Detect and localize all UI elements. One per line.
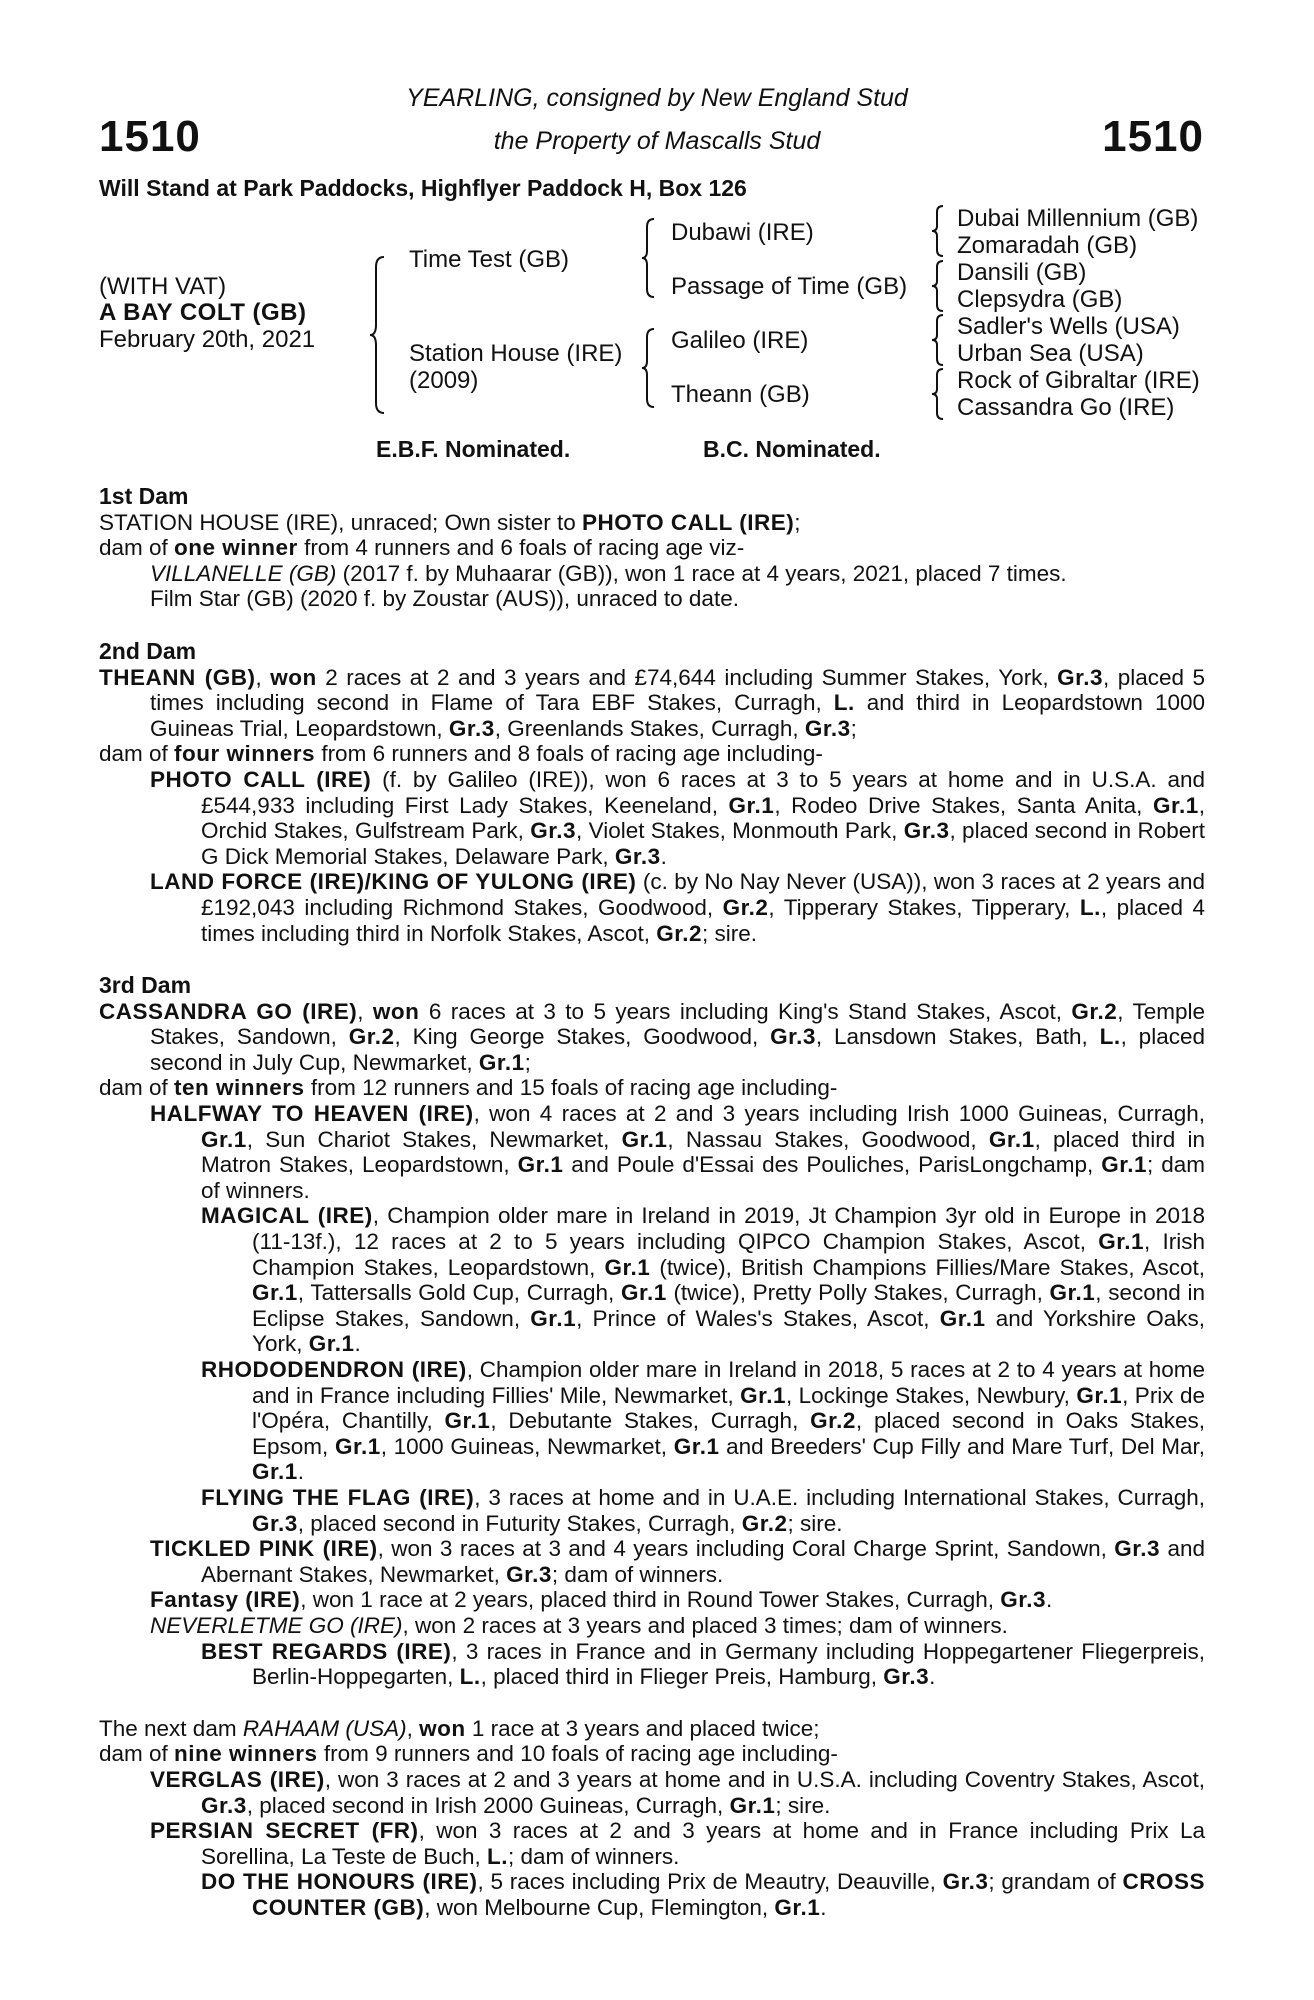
produce-entry: [150, 1613, 1205, 1639]
grade: Gr.1: [252, 1459, 298, 1485]
text: , won 2 races at 3 years and placed 3 times; dam of winners.: [402, 1612, 1008, 1638]
grade: Gr.1: [673, 1433, 720, 1459]
horse-name: VILLANELLE (GB): [150, 560, 337, 586]
text: (c. by No Nay Never (USA)), won 3 races at 2 years and £192,043 including Richmond Stakes, Goodwood,: [201, 869, 1205, 920]
bc-nomination: B.C. Nominated.: [703, 436, 881, 462]
catalogue-body: [99, 484, 1205, 1920]
text: , won 3 races at 3 and 4 years including Coral Charge Sprint, Sandown,: [377, 1536, 1115, 1562]
horse-name: MAGICAL (IRE): [201, 1203, 373, 1229]
grade: Gr.1: [774, 1894, 821, 1920]
pedigree-ssd: Zomaradah (GB): [957, 232, 1138, 259]
grade: L.: [459, 1664, 481, 1690]
lot-number-left: 1510: [99, 112, 201, 161]
pedigree-brace-ss: [930, 204, 946, 258]
pedigree-brace-dam: [640, 327, 658, 409]
text: and third in Leopardstown 1000 Guineas Trial, Leopardstown,: [150, 690, 1205, 741]
produce-entry: [150, 869, 1205, 946]
text: .: [929, 1664, 936, 1690]
text: and Poule d'Essai des Pouliches, ParisLongchamp,: [563, 1152, 1102, 1178]
produce-entry: [150, 1818, 1205, 1869]
text: dam of: [99, 1075, 175, 1101]
text: , Tipperary Stakes, Tipperary,: [768, 894, 1080, 920]
pedigree-dam-sire: Galileo (IRE): [671, 327, 809, 354]
pedigree-brace-main: [368, 255, 388, 415]
text: , Champion older mare in Ireland in 2019, Jt Champion 3yr old in Europe in 2018 (11-13f.), 12 races at 2 to 5 years including QIPCO Champion Stakes, Ascot,: [252, 1203, 1206, 1255]
grade: L.: [833, 690, 855, 716]
text: , placed third in Flieger Preis, Hamburg,: [480, 1664, 884, 1690]
produce-entry: [201, 1485, 1205, 1536]
grade: Gr.3: [506, 1561, 552, 1587]
produce-entry: [150, 561, 1205, 587]
text: , 5 races including Prix de Meautry, Deauville,: [477, 1869, 943, 1895]
text: 1 race at 3 years and placed twice;: [465, 1715, 820, 1741]
text: , Sun Chariot Stakes, Newmarket,: [246, 1126, 622, 1152]
grade: Gr.1: [939, 1305, 986, 1331]
text: , 3 races in France and in Germany including Hoppegartener Fliegerpreis, Berlin-Hoppegarten,: [252, 1638, 1205, 1690]
grade: Gr.2: [1071, 998, 1118, 1024]
pedigree-dsd: Urban Sea (USA): [957, 340, 1144, 367]
pedigree-brace-dd: [930, 367, 946, 421]
text: from 4 runners and 6 foals of racing age viz-: [297, 535, 745, 561]
grade: Gr.1: [729, 1792, 776, 1818]
grade: Gr.3: [804, 715, 851, 741]
pedigree-sire-dam: Passage of Time (GB): [671, 273, 908, 300]
text: STATION HOUSE (IRE), unraced; Own sister to: [99, 509, 583, 535]
text: , Temple Stakes, Sandown,: [150, 998, 1205, 1050]
text: ;: [850, 715, 857, 741]
text: ;: [794, 509, 801, 535]
grade: Gr.1: [1098, 1229, 1145, 1255]
grade: Gr.3: [448, 715, 495, 741]
third-dam-entry: CASSANDRA GO (IRE), won 6 races at 3 to 5 years including King's Stand Stakes, Ascot, Gr.2, Temple Stakes, Sandown, Gr.2, King George Stakes, Goodwood, Gr.3, Lansdown Stakes, Bath, L., placed second in July Cup, Newmarket, Gr.1;: [99, 998, 1205, 1075]
text: , Violet Stakes, Monmouth Park,: [576, 818, 904, 844]
horse-name: TICKLED PINK (IRE): [150, 1536, 378, 1562]
grade: Gr.3: [1000, 1587, 1047, 1613]
grade: Gr.1: [252, 1280, 298, 1306]
ebf-nomination: E.B.F. Nominated.: [376, 436, 571, 462]
consignor-line: YEARLING, consigned by New England Stud: [406, 84, 908, 112]
text: , placed second in Robert G Dick Memorial Stakes, Delaware Park,: [201, 818, 1205, 869]
text: dam of: [99, 1741, 175, 1767]
grade: Gr.3: [883, 1664, 930, 1690]
grade: Gr.3: [614, 843, 661, 869]
grade: Gr.2: [656, 920, 702, 946]
horse-name: CASSANDRA GO (IRE): [99, 998, 358, 1024]
horse-name: PHOTO CALL (IRE): [150, 766, 372, 792]
horse-name: DO THE HONOURS (IRE): [201, 1869, 478, 1895]
grade: L.: [1099, 1024, 1121, 1050]
horse-name: LAND FORCE (IRE)/KING OF YULONG (IRE): [150, 869, 637, 895]
grade: Gr.1: [604, 1254, 651, 1280]
pedigree-brace-sire: [640, 217, 658, 299]
text: , Champion older mare in Ireland in 2018, 5 races at 2 to 4 years at home and in France including Fillies' Mile, Newmarket,: [252, 1357, 1206, 1408]
text: 6 races at 3 to 5 years including King's Stand Stakes, Ascot,: [419, 998, 1072, 1024]
text: (twice), British Champions Fillies/Mare Stakes, Ascot,: [650, 1254, 1205, 1280]
grade: Gr.1: [1076, 1382, 1123, 1408]
text: ; dam of winners.: [508, 1843, 680, 1869]
pedigree-dam-year: (2009): [409, 367, 479, 394]
produce-entry: [150, 1101, 1205, 1203]
text: ; sire.: [787, 1510, 843, 1536]
pedigree-ddd: Cassandra Go (IRE): [957, 394, 1175, 421]
grade: L.: [487, 1843, 509, 1869]
vat-note: (WITH VAT): [99, 273, 227, 300]
text: , Prix de l'Opéra, Chantilly,: [252, 1382, 1206, 1434]
grade: Gr.1: [740, 1382, 786, 1408]
text: .: [660, 843, 667, 869]
pedigree-dam: Station House (IRE): [409, 340, 623, 367]
grade: Gr.1: [621, 1126, 668, 1152]
pedigree-sire-sire: Dubawi (IRE): [671, 219, 814, 246]
text: .: [1046, 1587, 1053, 1613]
third-dam-produce-line: [99, 1075, 1205, 1101]
grade: Gr.1: [988, 1126, 1035, 1152]
grade: Gr.1: [1101, 1152, 1147, 1178]
property-line: the Property of Mascalls Stud: [493, 127, 821, 155]
text: from 6 runners and 8 foals of racing age including-: [315, 741, 823, 767]
text: , placed 5 times including second in Flame of Tara EBF Stakes, Curragh,: [150, 664, 1205, 716]
grade: Gr.3: [252, 1510, 298, 1536]
text: and Abernant Stakes, Newmarket,: [201, 1536, 1205, 1587]
text: .: [354, 1331, 361, 1357]
pedigree-brace-ds: [930, 313, 946, 367]
grade: Gr.1: [444, 1408, 491, 1434]
text: dam of: [99, 535, 175, 561]
horse-name: RHODODENDRON (IRE): [201, 1357, 467, 1382]
text: , placed third in Matron Stakes, Leopardstown,: [201, 1126, 1205, 1178]
second-dam-produce-line: [99, 741, 1205, 767]
grade: Gr.2: [741, 1510, 788, 1536]
horse-name: RAHAAM (USA): [242, 1715, 407, 1741]
horse-name: FLYING THE FLAG (IRE): [201, 1484, 475, 1510]
grade: Gr.1: [620, 1280, 667, 1306]
text: ; sire.: [775, 1792, 831, 1818]
text: , Prince of Wales's Stakes, Ascot,: [576, 1305, 940, 1331]
date-of-birth: February 20th, 2021: [99, 326, 316, 353]
stand-location: Will Stand at Park Paddocks, Highflyer Paddock H, Box 126: [99, 175, 747, 201]
text: , Lansdown Stakes, Bath,: [815, 1024, 1100, 1050]
grade: Gr.3: [942, 1869, 989, 1895]
text: ; grandam of: [988, 1869, 1123, 1895]
produce-entry: [150, 1767, 1205, 1818]
text: , placed second in Oaks Stakes, Epsom,: [252, 1408, 1206, 1459]
grade: Gr.3: [201, 1792, 247, 1818]
text: , 3 races at home and in U.A.E. including International Stakes, Curragh,: [474, 1484, 1205, 1510]
grade: Gr.3: [903, 818, 950, 844]
horse-name: PERSIAN SECRET (FR): [150, 1818, 419, 1844]
text: won: [270, 664, 317, 690]
horse-name: BEST REGARDS (IRE): [201, 1638, 452, 1664]
grade: Gr.3: [1057, 664, 1103, 690]
text: dam of: [99, 741, 175, 767]
horse-name: VERGLAS (IRE): [150, 1766, 325, 1792]
grade: Gr.3: [530, 818, 576, 844]
text: , Debutante Stakes, Curragh,: [490, 1408, 811, 1434]
third-dam-heading: 3rd Dam: [99, 972, 192, 999]
text: .: [297, 1459, 305, 1485]
grade: Gr.1: [1152, 792, 1199, 818]
horse-name: HALFWAY TO HEAVEN (IRE): [150, 1101, 474, 1127]
produce-entry: [201, 1639, 1205, 1690]
text: , won 3 races at 2 and 3 years at home and in France including Prix La Sorellina, La Teste de Buch,: [201, 1818, 1206, 1869]
text: The next dam: [99, 1715, 243, 1741]
second-dam-heading: 2nd Dam: [99, 637, 197, 664]
grade: Gr.1: [728, 792, 775, 818]
text: and Breeders' Cup Filly and Mare Turf, Del Mar,: [719, 1433, 1206, 1459]
text: , Lockinge Stakes, Newbury,: [785, 1382, 1077, 1408]
text: won: [419, 1715, 466, 1741]
produce-entry: [201, 1203, 1205, 1357]
produce-entry: [201, 1869, 1205, 1920]
text: (twice), Pretty Polly Stakes, Curragh,: [666, 1280, 1050, 1306]
horse-name: Fantasy (IRE): [150, 1587, 301, 1613]
text: , Greenlands Stakes, Curragh,: [494, 715, 805, 741]
text: , Nassau Stakes, Goodwood,: [667, 1126, 989, 1152]
text: ,: [406, 1715, 420, 1741]
text: , won Melbourne Cup, Flemington,: [424, 1894, 775, 1920]
text: , Rodeo Drive Stakes, Santa Anita,: [774, 792, 1153, 818]
lot-name: A BAY COLT (GB): [99, 299, 307, 326]
winners-count: ten winners: [174, 1075, 305, 1101]
produce-entry: [150, 1536, 1205, 1587]
text: , placed second in Irish 2000 Guineas, Curragh,: [246, 1792, 730, 1818]
text: (f. by Galileo (IRE)), won 6 races at 3 to 5 years at home and in U.S.A. and £544,933 including First Lady Stakes, Keeneland,: [201, 766, 1205, 818]
first-dam-heading: 1st Dam: [99, 483, 189, 509]
pedigree-dss: Sadler's Wells (USA): [957, 313, 1180, 340]
text: , Orchid Stakes, Gulfstream Park,: [201, 792, 1205, 844]
grade: Gr.3: [770, 1024, 816, 1050]
grade: Gr.3: [1114, 1536, 1161, 1562]
pedigree-brace-sd: [930, 259, 946, 313]
produce-entry: [150, 1587, 1205, 1613]
text: , placed second in July Cup, Newmarket,: [150, 1024, 1205, 1075]
text: ; dam of winners.: [201, 1152, 1205, 1203]
grade: Gr.1: [308, 1331, 355, 1357]
text: and Yorkshire Oaks, York,: [252, 1305, 1205, 1357]
grade: Gr.1: [478, 1049, 525, 1075]
text: , second in Eclipse Stakes, Sandown,: [252, 1280, 1205, 1331]
lot-number-right: 1510: [1102, 112, 1204, 161]
text: , placed second in Futurity Stakes, Curragh,: [297, 1510, 742, 1536]
pedigree-sire: Time Test (GB): [409, 246, 570, 273]
text: , placed 4 times including third in Norfolk Stakes, Ascot,: [201, 894, 1205, 946]
grade: Gr.1: [1049, 1280, 1096, 1306]
pedigree-dds: Rock of Gibraltar (IRE): [957, 367, 1200, 394]
text: , 1000 Guineas, Newmarket,: [380, 1433, 674, 1459]
winners-count: nine winners: [174, 1741, 318, 1767]
pedigree-dam-dam: Theann (GB): [671, 381, 810, 408]
grade: Gr.1: [334, 1433, 381, 1459]
text: , Irish Champion Stakes, Leopardstown,: [252, 1229, 1206, 1280]
winners-count: one winner: [174, 535, 298, 561]
first-dam-produce-line: [99, 535, 1205, 561]
horse-name: THEANN (GB): [99, 664, 256, 690]
text: 2 races at 2 and 3 years and £74,644 including Summer Stakes, York,: [316, 664, 1058, 690]
text: .: [820, 1894, 827, 1920]
text: ;: [524, 1049, 531, 1075]
text: won: [372, 998, 420, 1024]
text: ; dam of winners.: [551, 1561, 724, 1587]
produce-entry: [150, 767, 1205, 869]
text: , Tattersalls Gold Cup, Curragh,: [297, 1280, 621, 1306]
grade: Gr.2: [348, 1024, 395, 1050]
winners-count: four winners: [174, 741, 316, 767]
first-dam-line: [99, 510, 1205, 536]
horse-name: NEVERLETME GO (IRE): [150, 1612, 403, 1638]
text: , won 3 races at 2 and 3 years at home and in U.S.A. including Coventry Stakes, Ascot,: [324, 1766, 1205, 1792]
next-dam-produce-line: [99, 1741, 1205, 1767]
produce-entry: Film Star (GB) (2020 f. by Zoustar (AUS)), unraced to date.: [150, 586, 739, 612]
produce-entry: [201, 1357, 1205, 1485]
text: from 12 runners and 15 foals of racing age including-: [304, 1075, 838, 1101]
grade: Gr.1: [530, 1305, 577, 1331]
text: , won 1 race at 2 years, placed third in Round Tower Stakes, Curragh,: [300, 1587, 1001, 1613]
pedigree-sds: Dansili (GB): [957, 259, 1087, 286]
pedigree-sdd: Clepsydra (GB): [957, 286, 1123, 313]
pedigree-sss: Dubai Millennium (GB): [957, 205, 1199, 232]
horse-name: CROSS COUNTER (GB): [252, 1869, 1205, 1920]
text: ; sire.: [701, 920, 757, 946]
grade: Gr.1: [201, 1126, 247, 1152]
text: (2017 f. by Muhaarar (GB)), won 1 race at 4 years, 2021, placed 7 times.: [336, 560, 1067, 586]
text: , King George Stakes, Goodwood,: [394, 1024, 771, 1050]
grade: Gr.2: [722, 894, 769, 920]
text: , won 4 races at 2 and 3 years including Irish 1000 Guineas, Curragh,: [473, 1101, 1205, 1127]
grade: L.: [1079, 894, 1101, 920]
next-dam-line: [99, 1716, 1205, 1742]
grade: Gr.1: [517, 1152, 564, 1178]
horse-name: PHOTO CALL (IRE): [582, 509, 795, 535]
second-dam-entry: THEANN (GB), won 2 races at 2 and 3 years and £74,644 including Summer Stakes, York, Gr.3, placed 5 times including second in Flame of Tara EBF Stakes, Curragh, L. and third in Leopardstown 1000 Guineas Trial, Leopardstown, Gr.3, Greenlands Stakes, Curragh, Gr.3;: [99, 664, 1205, 741]
text: from 9 runners and 10 foals of racing age including-: [317, 1741, 838, 1767]
grade: Gr.2: [810, 1408, 856, 1434]
